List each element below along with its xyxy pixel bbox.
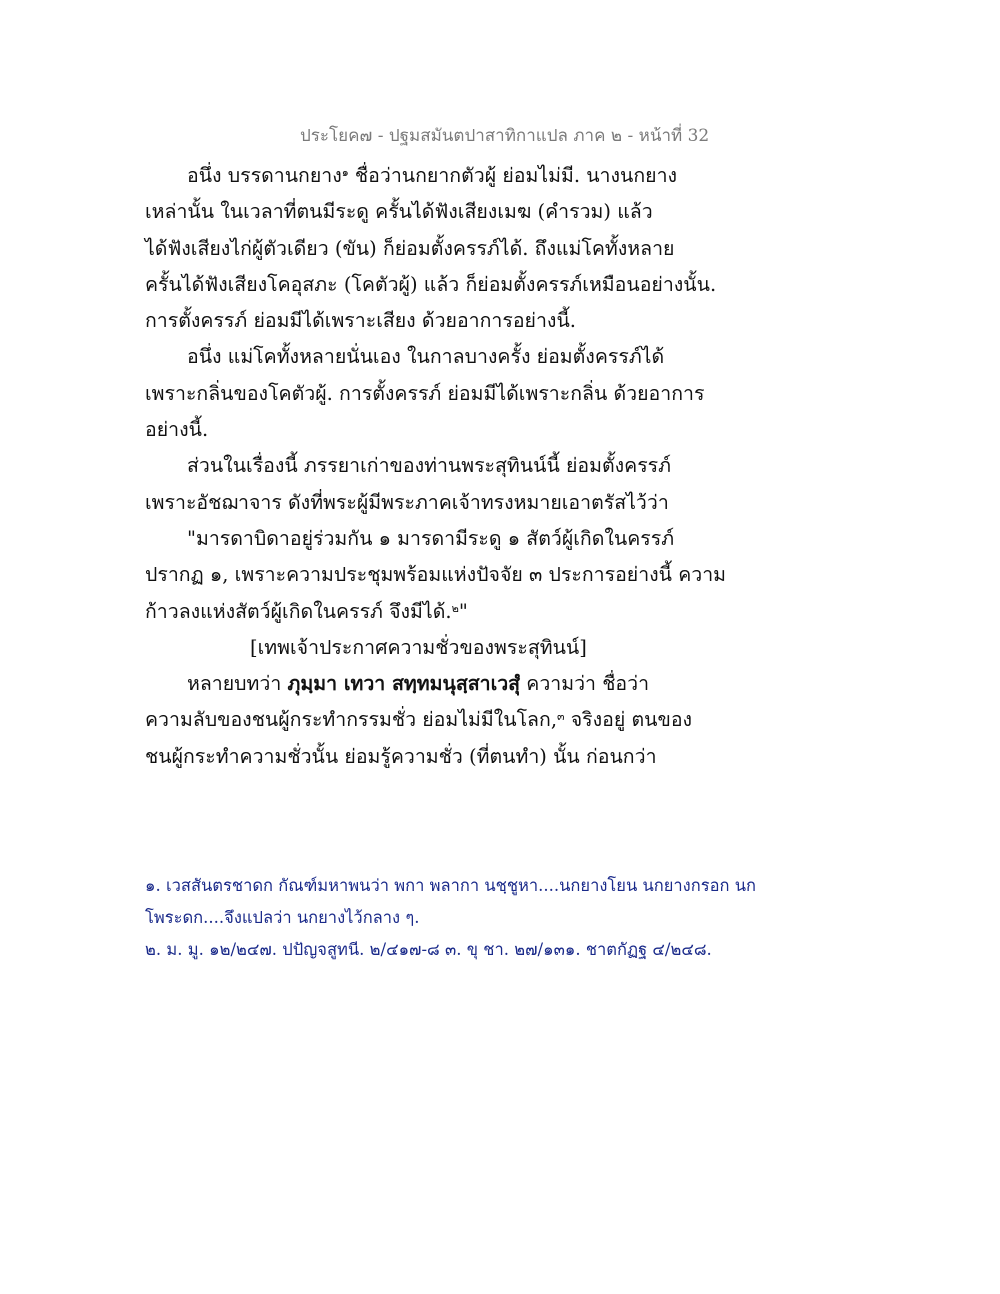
pali-term: ภุมฺมา เทวา สทฺทมนุสฺสาเวสุํ xyxy=(287,672,521,696)
text-segment: " xyxy=(458,599,468,623)
paragraph-1-line-2: เหล่านั้น ในเวลาที่ตนมีระดู ครั้นได้ฟังเสียงเมฆ (คำรวม) แล้ว xyxy=(145,200,653,224)
quote-line-3 xyxy=(145,594,845,630)
paragraph-5-line-1 xyxy=(145,666,845,702)
text-segment: ชื่อว่านกยากตัวผู้ ย่อมไม่มี. นางนกยาง xyxy=(348,164,678,187)
footnote-2-3: ๒. ม. มู. ๑๒/๒๔๗. ปปัญจสูทนี. ๒/๔๑๗-๘ ๓. ขุ ชา. ๒๗/๑๓๑. ชาตกัฏฐ ๔/๒๔๘. xyxy=(145,940,712,959)
paragraph-2-line-1: อนึ่ง แม่โคทั้งหลายนั่นเอง ในกาลบางครั้ง ย่อมตั้งครรภ์ได้ xyxy=(187,345,665,369)
text-segment: จริงอยู่ ตนของ xyxy=(564,708,693,732)
footnote-marker-1[interactable]: ๑ xyxy=(341,166,349,179)
text-segment: ความว่า ชื่อว่า xyxy=(520,672,650,696)
text-segment: หลายบทว่า xyxy=(187,672,288,696)
text-segment: อนึ่ง บรรดานกยาง xyxy=(187,164,342,187)
footnote-marker-2[interactable]: ๒ xyxy=(451,601,459,615)
text-segment: ความลับของชนผู้กระทำกรรมชั่ว ย่อมไม่มีในโลก, xyxy=(145,708,558,732)
paragraph-1-line-3: ได้ฟังเสียงไก่ผู้ตัวเดียว (ขัน) ก็ย่อมตั้งครรภ์ได้. ถึงแม่โคทั้งหลาย xyxy=(145,236,675,260)
paragraph-1-line-5: การตั้งครรภ์ ย่อมมีได้เพราะเสียง ด้วยอาการอย่างนี้. xyxy=(145,309,576,333)
footnotes xyxy=(145,870,845,966)
section-heading: [เทพเจ้าประกาศความชั่วของพระสุทินน์] xyxy=(250,635,587,659)
footnote-marker-3[interactable]: ๓ xyxy=(557,710,565,724)
quote-line-2: ปรากฏ ๑, เพราะความประชุมพร้อมแห่งปัจจัย ๓ ประการอย่างนี้ ความ xyxy=(145,563,727,587)
paragraph-5-line-2 xyxy=(145,702,845,738)
page-header: ประโยค๗ - ปฐมสมันตปาสาทิกาแปล ภาค ๒ - หน้าที่ 32 xyxy=(300,126,710,146)
text-segment: ก้าวลงแห่งสัตว์ผู้เกิดในครรภ์ จึงมีได้. xyxy=(145,599,452,623)
paragraph-1-line-4: ครั้นได้ฟังเสียงโคอุสภะ (โคตัวผู้) แล้ว ก็ย่อมตั้งครรภ์เหมือนอย่างนั้น. xyxy=(145,272,717,296)
paragraph-5-line-3: ชนผู้กระทำความชั่วนั้น ย่อมรู้ความชั่ว (ที่ตนทำ) นั้น ก่อนกว่า xyxy=(145,744,657,768)
footnote-1-line-1: ๑. เวสสันตรชาดก กัณฑ์มหาพนว่า พกา พลากา นชฺชูหา....นกยางโยน นกยางกรอก นก xyxy=(145,876,756,895)
paragraph-3-line-2: เพราะอัชฌาจาร ดังที่พระผู้มีพระภาคเจ้าทรงหมายเอาตรัสไว้ว่า xyxy=(145,490,669,514)
paragraph-3-line-1: ส่วนในเรื่องนี้ ภรรยาเก่าของท่านพระสุทินน์นี้ ย่อมตั้งครรภ์ xyxy=(187,454,671,478)
body-text xyxy=(145,158,845,775)
paragraph-2-line-2: เพราะกลิ่นของโคตัวผู้. การตั้งครรภ์ ย่อมมีได้เพราะกลิ่น ด้วยอาการ xyxy=(145,381,705,405)
paragraph-1-line-1 xyxy=(145,158,845,194)
quote-line-1: "มารดาบิดาอยู่ร่วมกัน ๑ มารดามีระดู ๑ สัตว์ผู้เกิดในครรภ์ xyxy=(187,526,675,550)
footnote-1-line-2: โพระดก....จึงแปลว่า นกยางไว้กลาง ๆ. xyxy=(145,908,420,927)
paragraph-2-line-3: อย่างนี้. xyxy=(145,418,209,442)
